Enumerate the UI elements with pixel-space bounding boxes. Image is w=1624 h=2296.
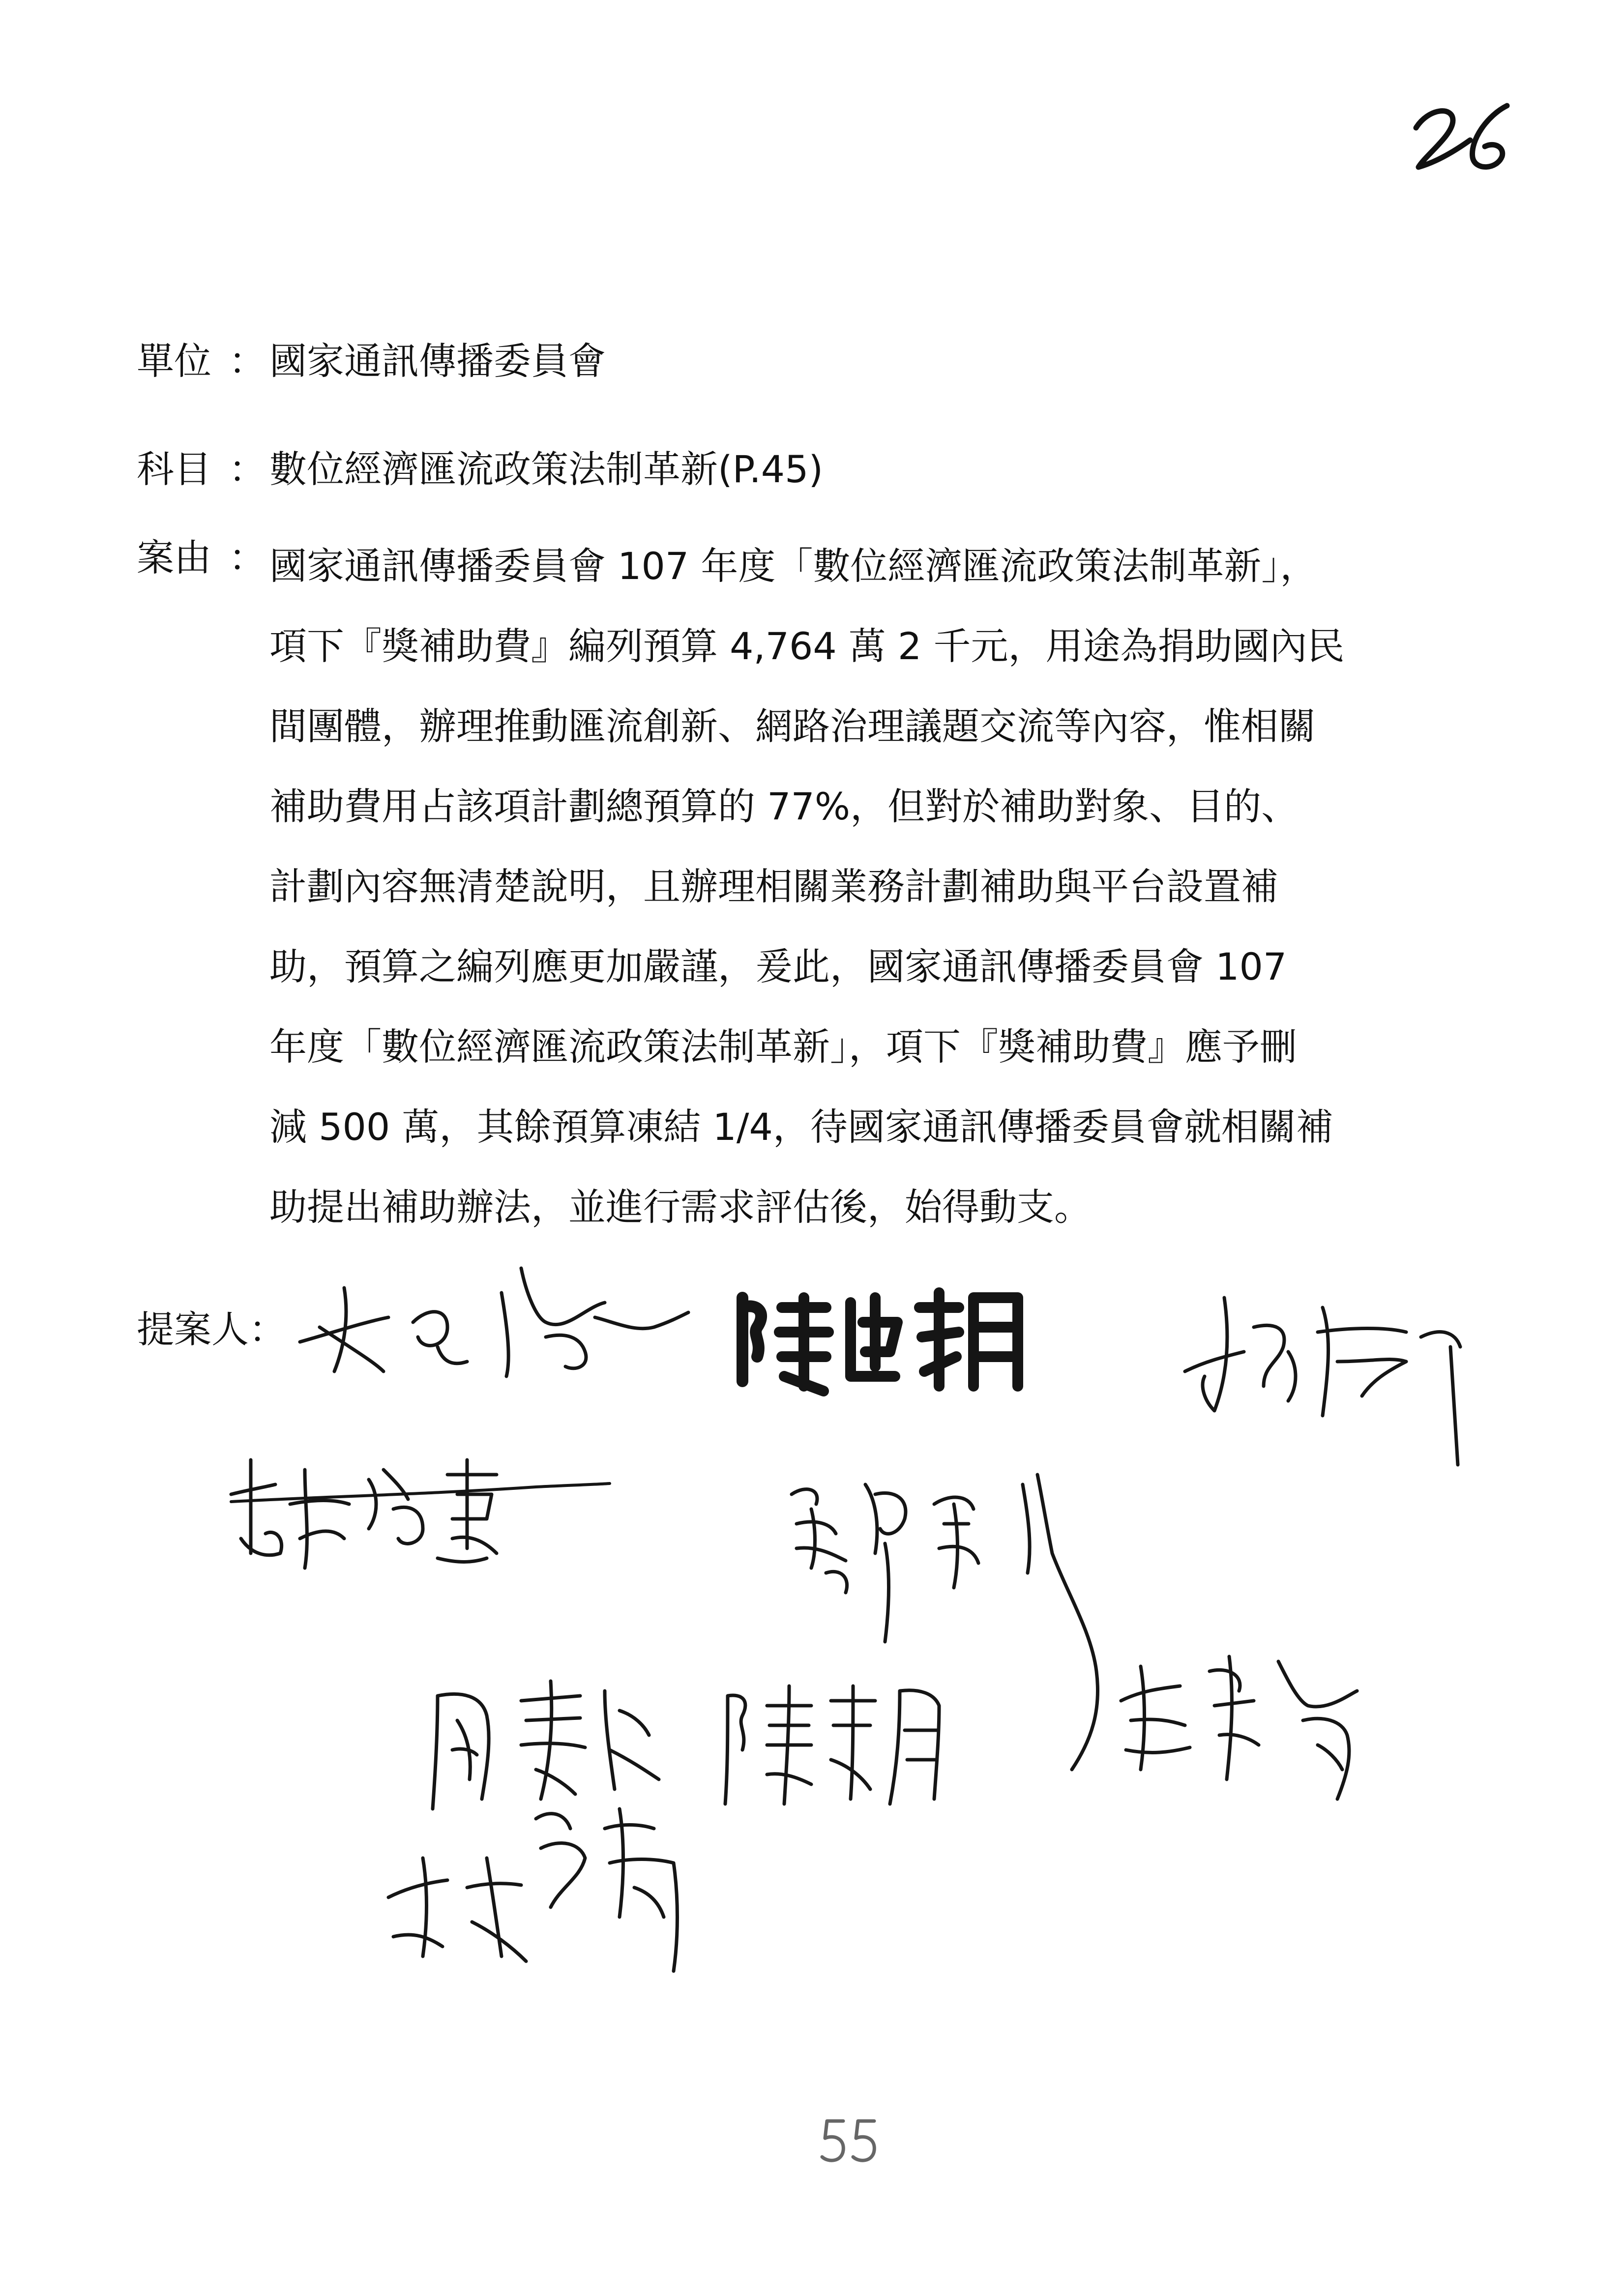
signature-4 [221,1440,615,1573]
reason-body [269,526,1508,1247]
signature-1 [290,1249,698,1386]
signature-8 [1111,1622,1387,1809]
unit-label: 單位 [137,339,211,383]
reason-line: 助，預算之編列應更加嚴謹，爰此，國家通訊傳播委員會 107 [269,945,1287,988]
reason-line: 補助費用占該項計劃總預算的 77%，但對於補助對象、目的、 [269,785,1299,828]
reason-line: 減 500 萬，其餘預算凍結 1/4，待國家通訊傳播委員會就相關補 [269,1105,1333,1149]
reason-line: 間團體，辦理推動匯流創新、網路治理議題交流等內容，惟相關 [269,704,1316,748]
unit-row [137,329,606,393]
subject-label: 科目 [137,447,211,491]
reason-colon: ： [229,536,266,580]
reason-line: 年度「數位經濟匯流政策法制革新」，項下『獎補助費』應予刪 [269,1025,1297,1069]
signature-2 [728,1278,1033,1396]
signature-9 [374,1789,742,1976]
proposer-label: 提案人： [137,1308,286,1351]
subject-value: 數位經濟匯流政策法制革新(P.45) [269,447,824,491]
handwritten-page-mark [1406,93,1524,177]
reason-label: 案由 [137,536,211,580]
reason-label-row [137,526,269,590]
page-number [816,2114,880,2168]
signature-7 [713,1666,959,1814]
reason-line: 項下『獎補助費』編列預算 4,764 萬 2 千元，用途為捐助國內民 [269,624,1345,668]
reason-line: 計劃內容無清楚說明，且辦理相關業務計劃補助與平台設置補 [269,865,1278,908]
reason-line: 助提出補助辦法，並進行需求評估後，始得動支。 [269,1185,1092,1229]
signature-3 [1175,1288,1470,1470]
unit-value: 國家通訊傳播委員會 [269,339,606,383]
unit-colon: ： [229,339,266,383]
subject-colon: ： [229,447,266,491]
subject-row [137,437,823,501]
reason-line: 國家通訊傳播委員會 107 年度「數位經濟匯流政策法制革新」， [269,544,1318,588]
